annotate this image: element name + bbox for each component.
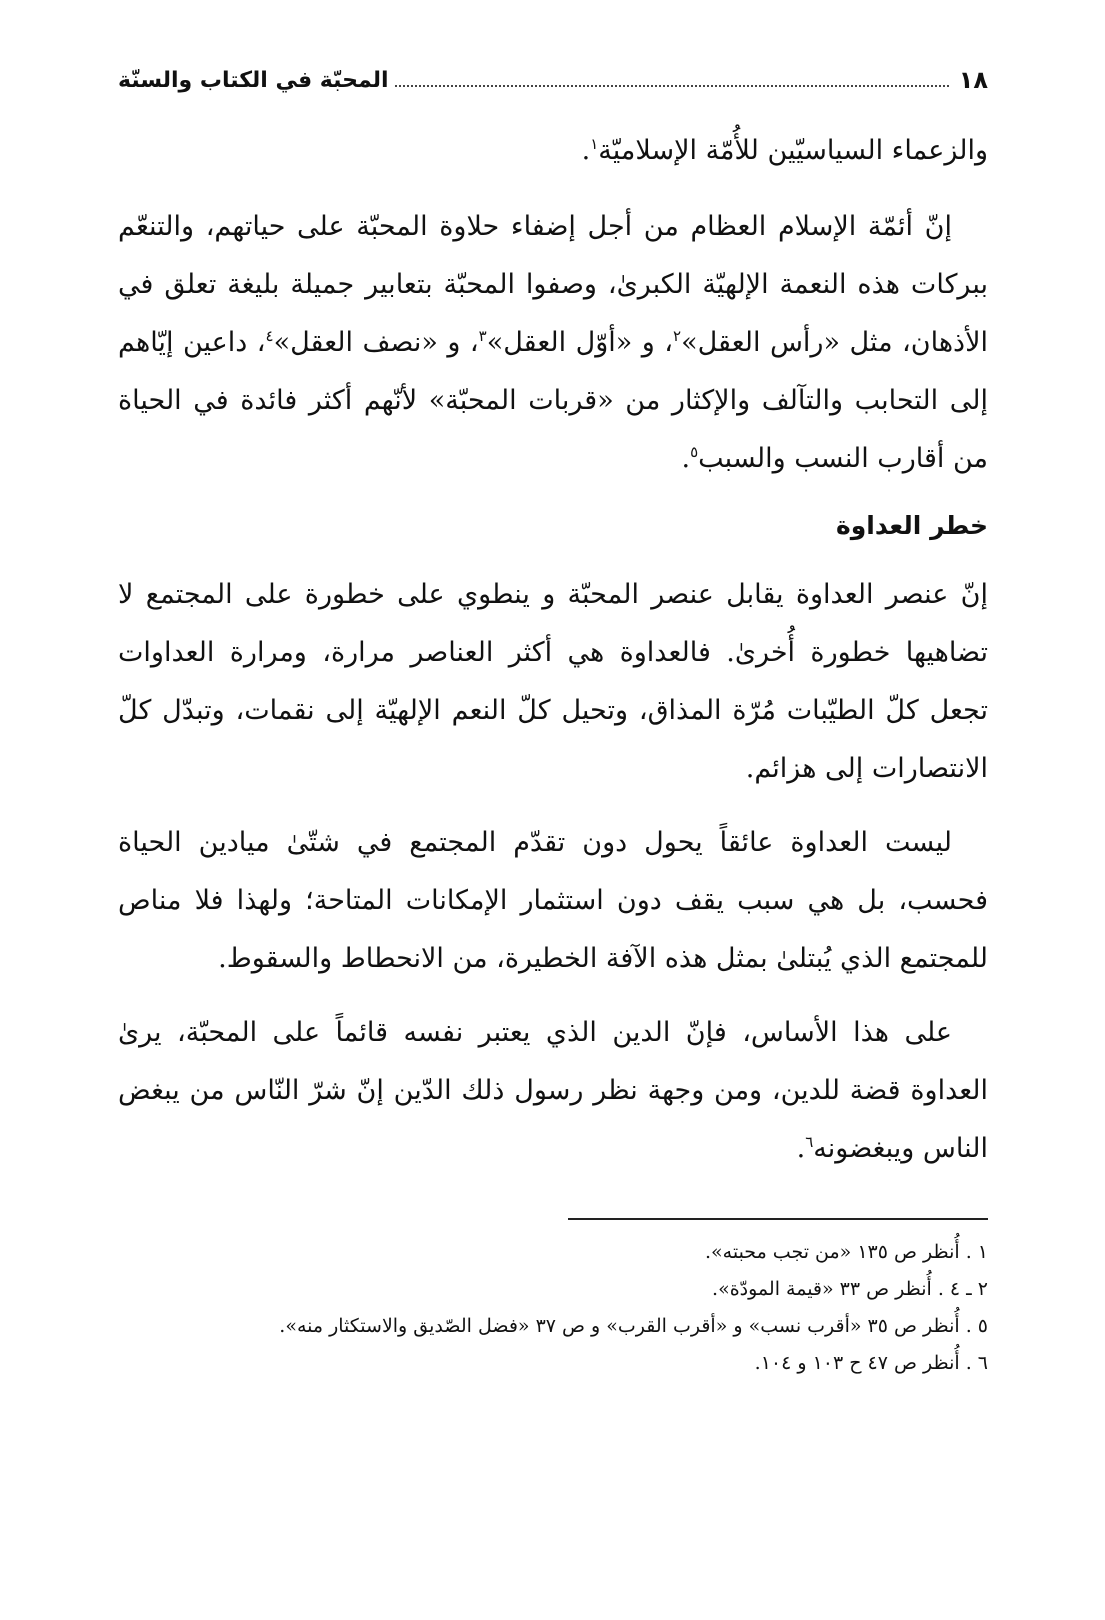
paragraph-2-end: . xyxy=(681,443,691,474)
page-number: ١٨ xyxy=(958,66,988,94)
paragraph-1 xyxy=(118,122,988,180)
paragraph-2 xyxy=(118,198,988,488)
dotted-leader xyxy=(395,85,949,87)
footnote-ref-1: ١ xyxy=(590,135,599,153)
paragraph-5-text: على هذا الأساس، فإنّ الدين الذي يعتبر نفسه قائماً على المحبّة، يرىٰ العداوة قضة للدين، ومن وجهة نظر رسول ذلك الدّين إنّ شرّ النّاس من يبغض الناس ويبغضونه xyxy=(118,1017,988,1164)
paragraph-1-end: . xyxy=(581,135,591,166)
paragraph-2-part-d: ، داعين إيّاهم إلى التحابب والتآلف والإكثار من «قربات المحبّة» لأنّهم أكثر فائدة في الحياة من أقارب النسب والسبب xyxy=(118,327,988,474)
paragraph-2-part-c: ، و «نصف العقل» xyxy=(273,327,479,358)
footnote-ref-6: ٦ xyxy=(805,1133,814,1151)
footnote-2: ٢ ـ ٤ . أُنظر ص ٣٣ «قيمة المودّة». xyxy=(712,1278,988,1300)
body-text xyxy=(118,122,988,1178)
footnote-ref-4: ٤ xyxy=(265,327,274,345)
paragraph-3: إنّ عنصر العداوة يقابل عنصر المحبّة و ينطوي على خطورة على المجتمع لا تضاهيها خطورة أُخرىٰ. فالعداوة هي أكثر العناصر مرارة، ومرارة العداوات تجعل كلّ الطيّبات مُرّة المذاق، وتحيل كلّ النعم الإلهيّة إلى نقمات، وتبدّل كلّ الانتصارات إلى هزائم. xyxy=(118,579,988,784)
footnote-separator xyxy=(568,1218,988,1220)
paragraph-5-end: . xyxy=(796,1133,806,1164)
paragraph-1-text: والزعماء السياسيّين للأُمّة الإسلاميّة xyxy=(598,135,988,166)
footnote-ref-2: ٢ xyxy=(673,327,682,345)
footnote-3: ٥ . أُنظر ص ٣٥ «أقرب نسب» و «أقرب القرب» و ص ٣٧ «فضل الصّديق والاستكثار منه». xyxy=(279,1315,988,1337)
footnotes xyxy=(118,1234,988,1382)
book-title: المحبّة في الكتاب والسنّة xyxy=(118,67,389,93)
paragraph-2-part-b: ، و «أوّل العقل» xyxy=(486,327,674,358)
running-header xyxy=(118,60,988,100)
section-heading: خطر العداوة xyxy=(835,511,988,540)
footnote-1: ١ . أُنظر ص ١٣٥ «من تجب محبته». xyxy=(704,1241,988,1263)
paragraph-5 xyxy=(118,1004,988,1178)
paragraph-4: ليست العداوة عائقاً يحول دون تقدّم المجتمع في شتّىٰ ميادين الحياة فحسب، بل هي سبب يقف دون استثمار الإمكانات المتاحة؛ ولهذا فلا مناص للمجتمع الذي يُبتلىٰ بمثل هذه الآفة الخطيرة، من الانحطاط والسقوط. xyxy=(118,827,988,974)
paragraph-2-part-a: إنّ أئمّة الإسلام العظام من أجل إضفاء حلاوة المحبّة على حياتهم، والتنعّم ببركات هذه النعمة الإلهيّة الكبرىٰ، وصفوا المحبّة بتعابير جميلة بليغة تعلق في الأذهان، مثل «رأس العقل» xyxy=(118,211,988,358)
footnote-4: ٦ . أُنظر ص ٤٧ ح ١٠٣ و ١٠٤. xyxy=(754,1352,988,1374)
footnote-ref-5: ٥ xyxy=(690,443,699,461)
book-page xyxy=(118,60,988,1382)
footnote-ref-3: ٣ xyxy=(478,327,487,345)
